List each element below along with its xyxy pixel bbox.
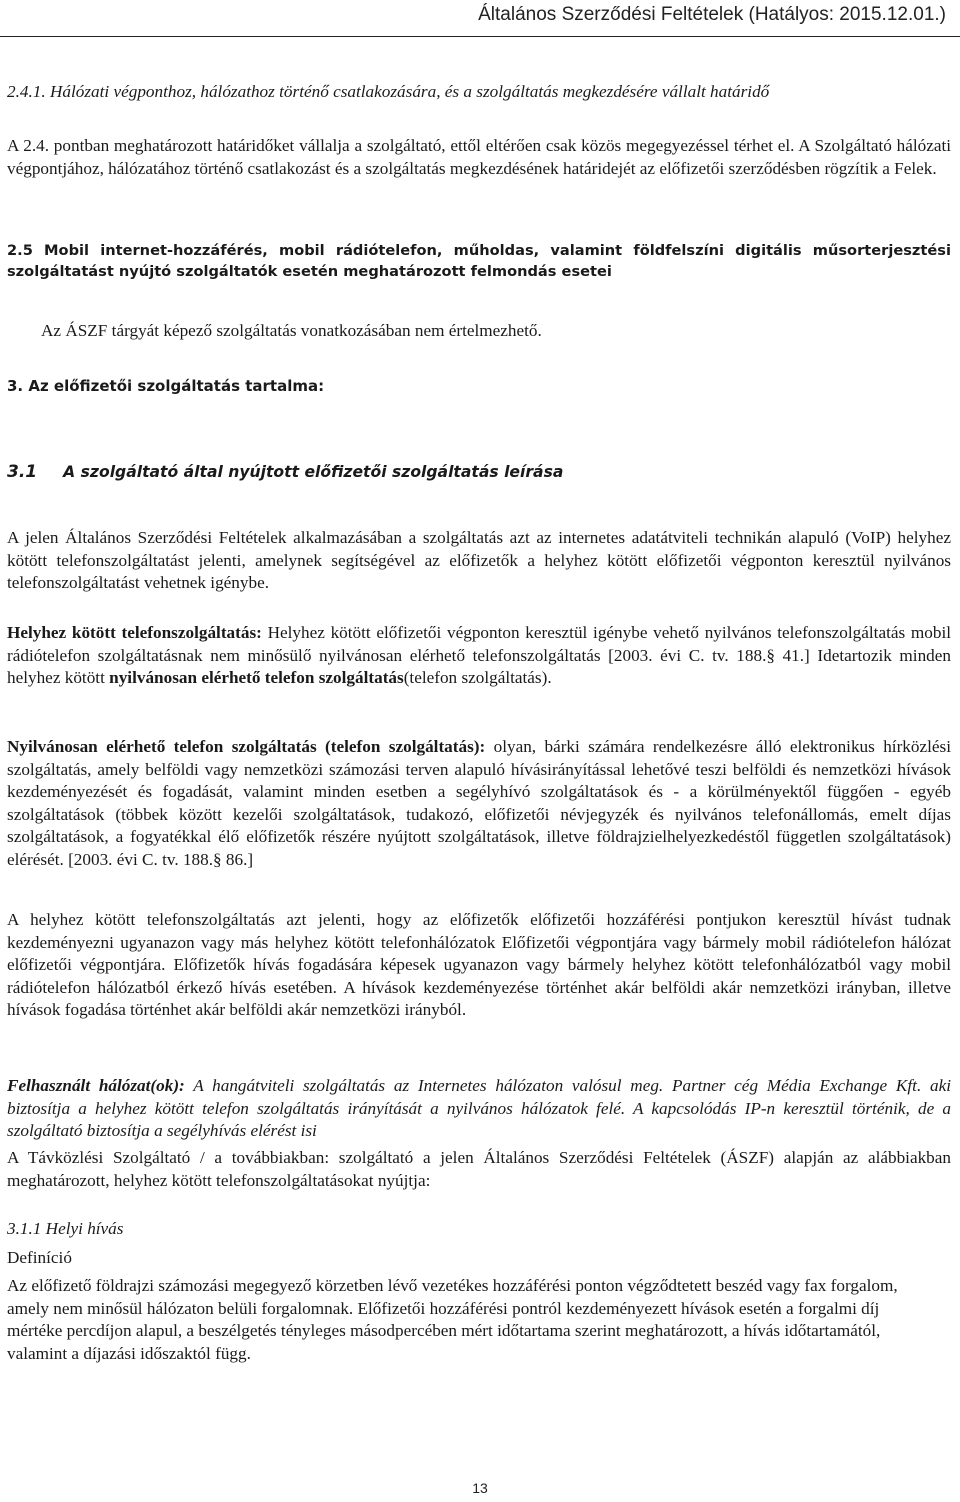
- fixed-telephony-end: (telefon szolgáltatás).: [403, 668, 552, 688]
- section-3-1-title: A szolgáltató által nyújtott előfizetői szolgáltatás leírása: [63, 463, 564, 481]
- fixed-telephony-text: Helyhez kötött előfizetői végponton keresztül igénybe vehető nyilvános telefonszolgáltatás mobil rádiótelefon szolgáltatásnak nem minősülő nyilvánosan elérhető telefonszolgáltatás [2003. évi C. tv. 188.§ 41.] Idetartozik minden helyhez kötött: [7, 623, 951, 688]
- public-telephony-text: olyan, bárki számára rendelkezésre álló elektronikus hírközlési szolgáltatás, amely belföldi vagy nemzetközi számozási terven alapuló hívásirányítással lehetővé teszi belföldi és nemzetközi hívások kezdeményezését és fogadását, valamint minden esetben a segélyhívó szolgáltatások és - a körülményektől függően - egyéb szolgáltatások (többek között kezelői szolgáltatások, tudakozó, előfizetői névjegyzék és nyilvános telefonállomás, emelt díjas szolgáltatások, a fogyatékkal élő előfizetők részére nyújtott szolgáltatások, illetve földrajzielhelyezkedéstől független szolgáltatások) elérését. [2003. évi C. tv. 188.§ 86.]: [7, 737, 951, 869]
- page-number: 13: [472, 1480, 488, 1496]
- header-title: Általános Szerződési Feltételek (Hatályos: 2015.12.01.): [478, 4, 946, 25]
- header-rule: [0, 36, 960, 37]
- section-3-1-heading: [7, 462, 951, 482]
- section-3-1-paragraph-6: A Távközlési Szolgáltató / a továbbiakban: szolgáltató a jelen Általános Szerződési Feltételek (ÁSZF) alapján az alábbiakban meghatározott, helyhez kötött telefonszolgáltatásokat nyújtja:: [7, 1148, 951, 1190]
- section-3-1-1-subheading: Definíció: [7, 1248, 72, 1267]
- section-2-4-1-heading: 2.4.1. Hálózati végponthoz, hálózathoz történő csatlakozására, és a szolgáltatás megkezdésére vállalt határidő: [7, 82, 770, 101]
- section-2-5-heading: 2.5 Mobil internet-hozzáférés, mobil rádiótelefon, műholdas, valamint földfelszíni digitális műsorterjesztési szolgáltatást nyújtó szolgáltatók esetén meghatározott felmondás esetei: [7, 242, 951, 280]
- public-telephony-label: Nyilvánosan elérhető telefon szolgáltatás (telefon szolgáltatás):: [7, 737, 486, 756]
- section-3-1-number: 3.1: [7, 462, 38, 482]
- section-3-1-1-heading: 3.1.1 Helyi hívás: [7, 1219, 124, 1238]
- section-2-5-body: Az ÁSZF tárgyát képező szolgáltatás vonatkozásában nem értelmezhető.: [41, 321, 542, 340]
- section-3-1-1-body: Az előfizető földrajzi számozási megegyező körzetben lévő vezetékes hozzáférési ponton végződtetett beszéd vagy fax forgalom, amely nem minősül hálózaton belüli forgalomnak. Előfizetői hozzáférési pontról kezdeményezett hívások esetén a forgalmi díj mértéke percdíjon alapul, a beszélgetés tényleges másodpercében mért időtartama szerint meghatározott, a hívás időtartamától, valamint a díjazási időszaktól függ.: [7, 1276, 898, 1363]
- section-3-heading: 3. Az előfizetői szolgáltatás tartalma:: [7, 377, 325, 395]
- used-networks-label: Felhasznált hálózat(ok):: [7, 1076, 185, 1095]
- public-telephony-term: nyilvánosan elérhető telefon szolgáltatás: [109, 668, 404, 688]
- section-3-1-paragraph-1: A jelen Általános Szerződési Feltételek alkalmazásában a szolgáltatás azt az internetes adatátviteli technikán alapuló (VoIP) helyhez kötött telefonszolgáltatást jelenti, amelynek segítségével az előfizetők a helyhez kötött előfizetői végponton keresztül nyilvános telefonszolgáltatást vehetnek igénybe.: [7, 528, 951, 593]
- section-3-1-paragraph-5: [7, 1075, 951, 1143]
- section-3-1-paragraph-2: [7, 622, 951, 690]
- fixed-telephony-label: Helyhez kötött telefonszolgáltatás:: [7, 623, 262, 642]
- used-networks-text: A hangátviteli szolgáltatás az Internetes hálózaton valósul meg. Partner cég Média Exchange Kft. aki biztosítja a helyhez kötött telefon szolgáltatás irányítását a nyilvános hálózatok felé. A kapcsolódás IP-n keresztül történik, de a szolgáltató biztosítja a segélyhívás elérést isi: [7, 1076, 951, 1141]
- section-3-1-paragraph-3: [7, 736, 951, 872]
- section-2-4-1-body: A 2.4. pontban meghatározott határidőket vállalja a szolgáltató, ettől eltérően csak közös megegyezéssel térhet el. A Szolgáltató hálózati végpontjához, hálózatához történő csatlakozást és a szolgáltatás megkezdésének határidejét az előfizetői szerződésben rögzítik a Felek.: [7, 136, 951, 178]
- section-3-1-paragraph-4: A helyhez kötött telefonszolgáltatás azt jelenti, hogy az előfizetők előfizetői hozzáférési pontjukon keresztül hívást tudnak kezdeményezni ugyanazon vagy más helyhez kötött telefonhálózatok Előfizetői végpontjára vagy bármely mobil rádiótelefon hálózat előfizetői végpontjára. Előfizetők hívás fogadására képesek ugyanazon vagy bármely helyhez kötött telefonhálózatból vagy mobil rádiótelefon hálózatból érkező hívás esetében. A hívások kezdeményezése történhet akár belföldi akár nemzetközi irányban, illetve hívások fogadása történhet akár belföldi akár nemzetközi irányból.: [7, 910, 951, 1020]
